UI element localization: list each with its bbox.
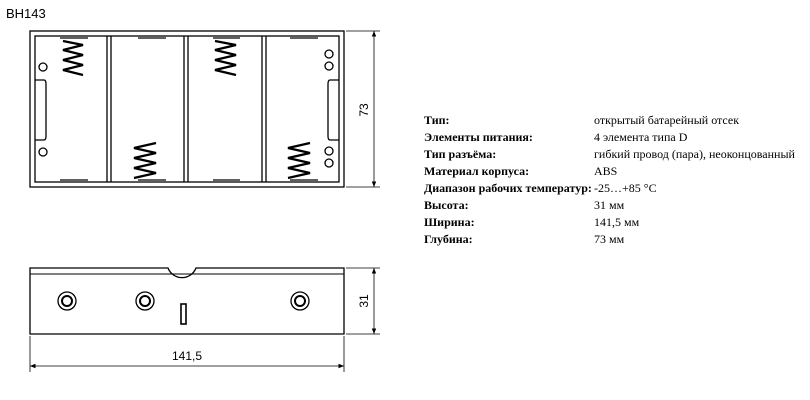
model-label: BH143 [6,6,46,21]
spring-3 [215,41,236,75]
hole-right-bottom-2 [325,159,333,167]
spec-row [424,231,795,248]
spring-1 [63,41,83,75]
spec-row [424,214,795,231]
spec-key: Материал корпуса: [424,164,530,178]
depth-dimension-label: 31 [357,294,371,308]
spec-row [424,146,795,163]
spec-row [424,129,795,146]
height-dimension-label: 73 [357,103,371,117]
spring-2 [134,143,156,178]
spec-row [424,197,795,214]
spec-row [424,112,795,129]
hole-right-bottom-1 [325,147,333,155]
spec-key: Тип: [424,113,450,127]
hole-right-top-1 [325,50,333,58]
spec-value: гибкий провод (пара), неоконцованный [594,147,795,161]
spring-4 [288,143,310,178]
spec-table [424,112,795,248]
spec-value: 4 элемента типа D [594,130,688,144]
spec-key: Диапазон рабочих температур: [424,181,592,195]
spec-key: Глубина: [424,232,473,246]
front-body [30,268,344,334]
spec-value: 141,5 мм [594,215,640,229]
spec-key: Элементы питания: [424,130,533,144]
front-slot [181,304,186,324]
width-dimension-label: 141,5 [171,349,203,363]
spec-value: -25…+85 °C [594,181,657,195]
spec-key: Ширина: [424,215,475,229]
spec-value: 31 мм [594,198,625,212]
front-hole-2 [136,292,154,310]
hole-left-bottom [39,148,47,156]
spec-row [424,163,795,180]
right-side-tab [328,80,339,140]
spec-row [424,180,795,197]
hole-left-top [39,63,47,71]
hole-right-top-2 [325,62,333,70]
front-hole-1 [58,292,76,310]
front-view [30,268,344,334]
left-side-tab [35,80,46,140]
spec-key: Высота: [424,198,469,212]
spec-value: 73 мм [594,232,625,246]
spec-value: ABS [594,164,618,178]
front-hole-3 [291,292,309,310]
spec-key: Тип разъёма: [424,147,497,161]
top-view [30,31,344,187]
spec-value: открытый батарейный отсек [594,113,740,127]
